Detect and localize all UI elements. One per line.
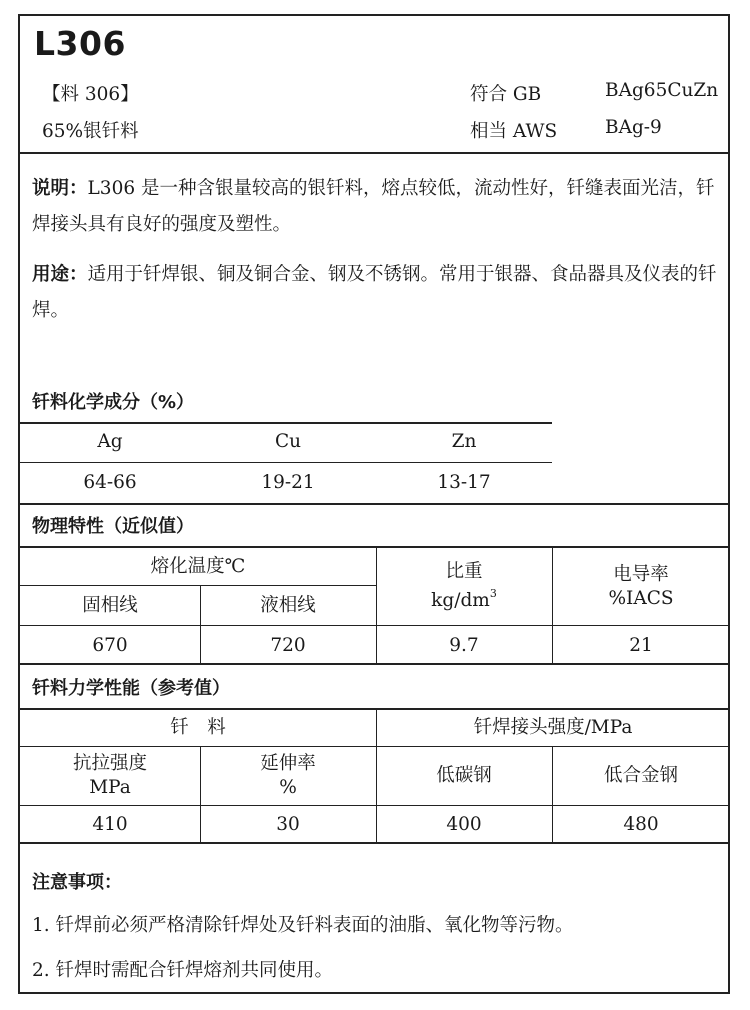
gb-standard-value: BAg65CuZn (605, 80, 719, 101)
mechanical-title: 钎料力学性能（参考值） (32, 678, 230, 699)
usage-paragraph (32, 257, 722, 329)
composition-title: 钎料化学成分（%） (32, 392, 195, 413)
description-text: L306 是一种含银量较高的银钎料，熔点较低，流动性好，钎缝表面光洁，钎焊接头具有良好的强度及塑性。 (32, 178, 715, 235)
low-alloy-steel-value: 480 (623, 813, 659, 835)
product-title: L306 (34, 24, 126, 63)
composition-value-zn: 13-17 (437, 472, 491, 493)
gb-standard-label: 符合 GB (470, 84, 542, 105)
aws-standard-label: 相当 AWS (470, 121, 558, 142)
mechanical-bottom-rule (20, 842, 728, 844)
elongation-label: 延伸率 (260, 753, 316, 774)
composition-mid-rule (20, 462, 552, 463)
description-paragraph (32, 171, 722, 243)
physical-bottom-rule (20, 663, 728, 665)
liquidus-value: 720 (270, 634, 306, 656)
elongation-unit: % (279, 777, 297, 798)
conductivity-unit: %IACS (608, 588, 674, 609)
composition-header-cu: Cu (274, 431, 302, 452)
composition-header-ag: Ag (97, 431, 123, 452)
mechanical-mid-rule (20, 805, 730, 806)
physical-title: 物理特性（近似值） (32, 516, 194, 537)
joint-strength-header: 钎焊接头强度/MPa (473, 717, 633, 738)
solidus-value: 670 (92, 634, 128, 656)
material-code: 【料 306】 (42, 84, 139, 105)
tensile-strength-value: 410 (92, 813, 128, 835)
density-value: 9.7 (449, 634, 479, 656)
melting-temperature-header: 熔化温度℃ (150, 556, 246, 577)
header-divider (20, 152, 728, 154)
note-item-1: 1. 钎焊前必须严格清除钎焊处及钎料表面的油脂、氧化物等污物。 (32, 915, 574, 936)
composition-value-cu: 19-21 (261, 472, 315, 493)
density-header (376, 549, 552, 625)
liquidus-header: 液相线 (260, 595, 316, 616)
elongation-value: 30 (276, 813, 300, 835)
solidus-header: 固相线 (82, 595, 138, 616)
composition-value-ag: 64-66 (83, 472, 137, 493)
filler-header: 钎 料 (170, 717, 226, 738)
tensile-strength-label: 抗拉强度 (72, 753, 147, 774)
notes-title: 注意事项： (32, 872, 122, 893)
tensile-strength-header (20, 748, 200, 804)
usage-label: 用途： (32, 264, 88, 285)
physical-top-rule (20, 546, 730, 548)
aws-standard-value: BAg-9 (605, 117, 662, 138)
melting-subheader-rule (20, 585, 376, 586)
description-label: 说明： (32, 178, 88, 199)
datasheet (18, 14, 730, 994)
composition-header-zn: Zn (451, 431, 477, 452)
density-label: 比重 (445, 561, 483, 583)
conductivity-header (552, 549, 730, 625)
low-carbon-steel-header: 低碳钢 (436, 765, 492, 786)
material-description: 65%银钎料 (42, 121, 139, 142)
elongation-header (200, 748, 376, 804)
usage-text: 适用于钎焊银、铜及铜合金、钢及不锈钢。常用于银器、食品器具及仪表的钎焊。 (32, 264, 717, 321)
note-item-2: 2. 钎焊时需配合钎焊熔剂共同使用。 (32, 960, 334, 981)
composition-top-rule (20, 422, 552, 424)
conductivity-label: 电导率 (613, 564, 669, 585)
physical-mid-rule (20, 625, 730, 626)
tensile-strength-unit: MPa (89, 777, 131, 798)
low-carbon-steel-value: 400 (446, 813, 482, 835)
density-unit: $kg/dm^3$ (431, 587, 497, 612)
conductivity-value: 21 (629, 634, 653, 656)
composition-bottom-rule (20, 503, 728, 505)
low-alloy-steel-header: 低合金钢 (603, 765, 678, 786)
mechanical-subheader-rule (20, 746, 730, 747)
